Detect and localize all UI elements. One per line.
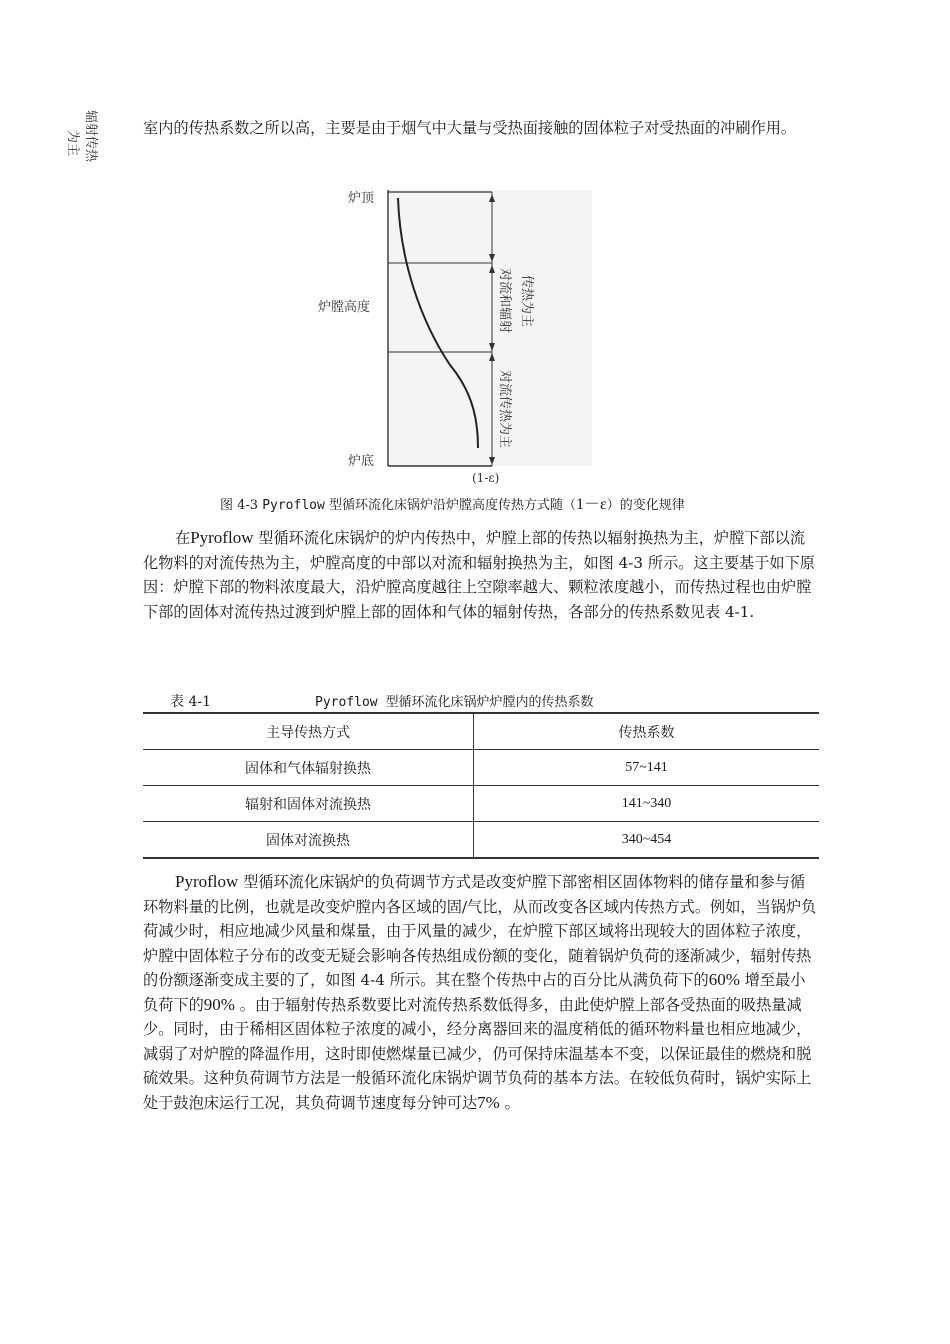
figure-caption-prefix: 图 4-3 <box>220 498 263 513</box>
cell-coefficient: 57~141 <box>474 750 820 786</box>
cell-coefficient: 141~340 <box>474 786 820 822</box>
paragraph-3-text-d: 。 <box>499 1093 520 1112</box>
paragraph-3-text-c: 。由于辐射传热系数要比对流传热系数低得多，由此使炉膛上部各受热面的吸热量减少。同时，由于稀相区固体粒子浓度的减小，经分离器回来的温度稍低的循环物料量也相应地减少，减弱了对炉膛的降温作用，这时即使燃煤量已减少，仍可保持床温基本不变，以保证最佳的燃烧和脱硫效果。这种负荷调节方法是一般循环流化床锅炉调节负荷的基本方法。在较低负荷时，锅炉实际上处于鼓泡床运行工况，其负荷调节速度每分钟可达 <box>143 995 812 1112</box>
label-furnace-bottom: 炉底 <box>348 454 375 469</box>
table-number: 表 4-1 <box>170 694 211 710</box>
paragraph-2-brand: Pyroflow <box>190 528 254 547</box>
zone-label-mixed: 对流和辐射 <box>497 268 512 334</box>
paragraph-heat-transfer <box>143 526 819 624</box>
table-row <box>143 786 819 822</box>
figure-caption-suffix: ）的变化规律 <box>606 498 685 513</box>
figure-background <box>388 190 592 466</box>
paragraph-load-regulation <box>143 870 819 1115</box>
table-row <box>143 822 819 859</box>
table-caption <box>170 691 594 711</box>
cell-mode: 辐射和固体对流换热 <box>143 786 474 822</box>
figure-caption-symbol: 1－ε <box>575 496 607 513</box>
paragraph-2-text: 型循环流化床锅炉的炉内传热中，炉膛上部的传热以辐射换热为主，炉膛下部以流化物料的对流传热为主，炉膛高度的中部以对流和辐射换热为主，如图 4-3 所示。这主要基于如下原因：炉膛下部的物料浓度最大，沿炉膛高度越往上空隙率越大、颗粒浓度越小，而传热过程也由炉膛下部的固体对流传热过渡到炉膛上部的固体和气体的辐射传热，各部分的传热系数见表 4-1. <box>143 529 815 621</box>
cell-mode: 固体和气体辐射换热 <box>143 750 474 786</box>
zone-label-radiation: 辐射传热 <box>83 110 98 163</box>
cell-mode: 固体对流换热 <box>143 822 474 859</box>
table-row <box>143 750 819 786</box>
label-furnace-height: 炉膛高度 <box>318 300 371 315</box>
x-axis-label: (1-ε) <box>472 471 500 485</box>
table-header-row <box>143 713 819 750</box>
figure-caption-brand: Pyroflow <box>262 498 325 513</box>
cell-coefficient: 340~454 <box>474 822 820 859</box>
header-coefficient: 传热系数 <box>474 713 820 750</box>
zone-label-mixed-2: 传热为主 <box>519 275 534 328</box>
percent-full-load: 60% <box>708 970 740 989</box>
zone-label-radiation-2: 为主 <box>65 130 80 157</box>
header-mode: 主导传热方式 <box>143 713 474 750</box>
figure-caption-middle: 型循环流化床锅炉沿炉膛高度传热方式随（ <box>324 498 576 513</box>
table-title: Pyroflow 型循环流化床锅炉炉膛内的传热系数 <box>315 695 594 710</box>
heat-transfer-table <box>143 712 819 859</box>
percent-min-load: 90% <box>203 994 235 1014</box>
paragraph-2-lead: 在 <box>175 529 191 547</box>
percent-rate: 7% <box>477 1092 500 1112</box>
intro-paragraph: 室内的传热系数之所以高，主要是由于烟气中大量与受热面接触的固体粒子对受热面的冲刷作用。 <box>143 119 797 137</box>
zone-label-convection: 对流传热为主 <box>497 370 512 449</box>
paragraph-3-text-b: 增至最小负荷下的 <box>143 971 806 1014</box>
paragraph-3-brand: Pyroflow <box>175 872 239 891</box>
label-furnace-top: 炉顶 <box>348 191 375 206</box>
figure-caption <box>220 491 780 514</box>
paragraph-3-text-a: 型循环流化床锅炉的负荷调节方式是改变炉膛下部密相区固体物料的储存量和参与循环物料量的比例，也就是改变炉膛内各区域的固/气比，从而改变各区域内传热方式。例如，当锅炉负荷减少时，相应地减少风量和煤量，由于风量的减少，在炉膛下部区域将出现较大的固体粒子浓度，炉膛中固体粒子分布的改变无疑会影响各传热组成份额的变化，随着锅炉负荷的逐渐减少，辐射传热的份额逐渐变成主要的了，如图 4-4 所示。其在整个传热中占的百分比从满负荷下的 <box>143 873 817 989</box>
